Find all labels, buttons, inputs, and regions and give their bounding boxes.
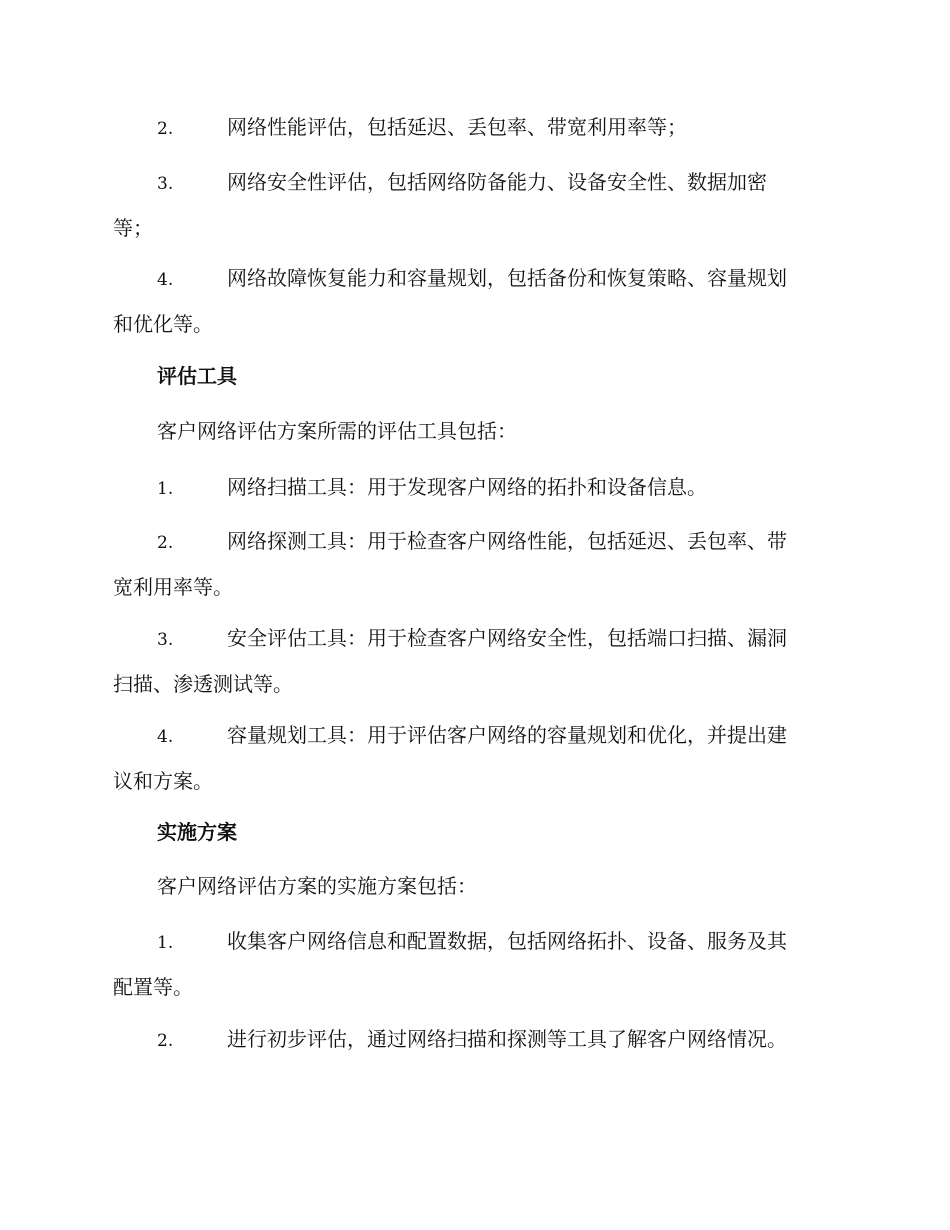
list-item [113,160,843,250]
list-number: 4. [157,270,174,290]
section-intro-tools: 客户网络评估方案所需的评估工具包括： [157,419,517,443]
list-text: 网络扫描工具：用于发现客户网络的拓扑和设备信息。 [227,475,707,499]
list-item [113,919,843,1009]
list-text: 收集客户网络信息和配置数据，包括网络拓扑、设备、服务及其 [227,929,787,953]
list-text-continued: 和优化等。 [113,312,213,336]
list-number: 2. [157,1031,174,1051]
list-text: 网络故障恢复能力和容量规划，包括备份和恢复策略、容量规划 [227,266,787,290]
list-number: 3. [157,174,174,194]
list-item [113,1017,843,1063]
list-text-continued: 议和方案。 [113,769,213,793]
list-text-continued: 扫描、渗透测试等。 [113,672,293,696]
list-text: 网络安全性评估，包括网络防备能力、设备安全性、数据加密 [227,170,767,194]
section-heading-tools: 评估工具 [157,364,237,388]
list-number: 3. [157,630,174,650]
section-heading-implementation: 实施方案 [157,820,237,844]
list-text: 网络性能评估，包括延迟、丢包率、带宽利用率等； [227,115,687,139]
list-number: 4. [157,727,174,747]
list-number: 2. [157,533,174,553]
list-item [113,105,843,151]
list-item [113,616,843,706]
list-text-continued: 配置等。 [113,975,193,999]
list-text: 安全评估工具：用于检查客户网络安全性，包括端口扫描、漏洞 [227,626,787,650]
list-item [113,713,843,803]
list-text: 容量规划工具：用于评估客户网络的容量规划和优化，并提出建 [227,723,787,747]
list-number: 2. [157,119,174,139]
list-item [113,519,843,609]
list-text-continued: 等； [113,216,153,240]
list-number: 1. [157,933,174,953]
section-intro-implementation: 客户网络评估方案的实施方案包括： [157,874,477,898]
list-number: 1. [157,479,174,499]
list-item [113,465,843,511]
list-item [113,256,843,346]
list-text: 网络探测工具：用于检查客户网络性能，包括延迟、丢包率、带 [227,529,787,553]
list-text-continued: 宽利用率等。 [113,575,233,599]
list-text: 进行初步评估，通过网络扫描和探测等工具了解客户网络情况。 [227,1027,787,1051]
